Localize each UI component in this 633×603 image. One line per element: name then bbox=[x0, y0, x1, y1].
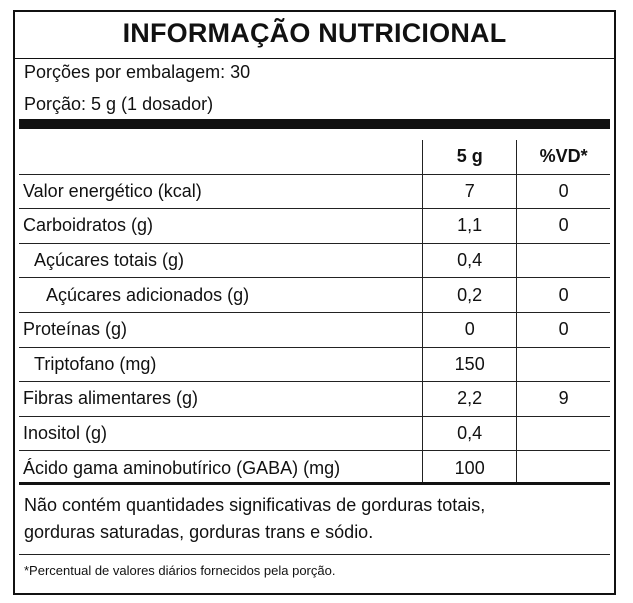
nutrient-name: Ácido gama aminobutírico (GABA) (mg) bbox=[23, 457, 341, 478]
table-row bbox=[19, 174, 610, 209]
nutrient-dv bbox=[517, 347, 610, 382]
table-row bbox=[19, 209, 610, 244]
nutrient-dv: 0 bbox=[517, 312, 610, 347]
servings-per-package: Porções por embalagem: 30 bbox=[24, 62, 251, 82]
table-row bbox=[19, 243, 610, 278]
table-header-row bbox=[19, 140, 610, 174]
nutrient-name: Fibras alimentares (g) bbox=[19, 382, 423, 417]
note-line-2: gorduras saturadas, gorduras trans e sódio. bbox=[24, 522, 374, 542]
nutrient-dv: 0 bbox=[517, 174, 610, 209]
nutrient-amount: 0,4 bbox=[423, 243, 517, 278]
title-divider bbox=[15, 58, 614, 59]
table-row bbox=[19, 278, 610, 313]
dv-footnote: *Percentual de valores diários fornecidos pela porção. bbox=[24, 563, 336, 578]
nutrient-name: Triptofano (mg) bbox=[19, 347, 423, 382]
header-blank-cell bbox=[19, 140, 423, 174]
thick-divider bbox=[19, 119, 610, 129]
nutrient-name: Carboidratos (g) bbox=[19, 209, 423, 244]
nutrient-name: Açúcares totais (g) bbox=[19, 243, 423, 278]
not-significant-note bbox=[24, 492, 599, 546]
bottom-divider bbox=[19, 482, 610, 485]
label-title: INFORMAÇÃO NUTRICIONAL bbox=[122, 18, 507, 48]
table-row bbox=[19, 312, 610, 347]
header-amount: 5 g bbox=[423, 140, 517, 174]
nutrient-dv bbox=[517, 243, 610, 278]
nutrient-name: Proteínas (g) bbox=[19, 312, 423, 347]
table-row bbox=[19, 451, 610, 485]
nutrient-name: Valor energético (kcal) bbox=[19, 174, 423, 209]
nutrient-amount: 0 bbox=[423, 312, 517, 347]
header-dv: %VD* bbox=[517, 140, 610, 174]
nutrient-amount: 2,2 bbox=[423, 382, 517, 417]
nutrient-dv: 0 bbox=[517, 278, 610, 313]
nutrient-amount: 100 bbox=[423, 451, 517, 485]
footnote-divider bbox=[19, 554, 610, 555]
nutrient-amount: 1,1 bbox=[423, 209, 517, 244]
nutrient-dv: 0 bbox=[517, 209, 610, 244]
nutrient-amount: 7 bbox=[423, 174, 517, 209]
nutrient-amount: 0,4 bbox=[423, 416, 517, 451]
table-row bbox=[19, 382, 610, 417]
nutrient-amount: 150 bbox=[423, 347, 517, 382]
nutrient-dv: 9 bbox=[517, 382, 610, 417]
table-row bbox=[19, 347, 610, 382]
nutrition-facts-label bbox=[13, 10, 616, 595]
table-row bbox=[19, 416, 610, 451]
nutrient-name: Inositol (g) bbox=[19, 416, 423, 451]
nutrient-name: Açúcares adicionados (g) bbox=[19, 278, 423, 313]
note-line-1: Não contém quantidades significativas de gorduras totais, bbox=[24, 495, 486, 515]
nutrient-dv bbox=[517, 451, 610, 485]
nutrition-table bbox=[19, 140, 610, 485]
nutrient-amount: 0,2 bbox=[423, 278, 517, 313]
serving-size: Porção: 5 g (1 dosador) bbox=[24, 94, 214, 114]
nutrient-dv bbox=[517, 416, 610, 451]
